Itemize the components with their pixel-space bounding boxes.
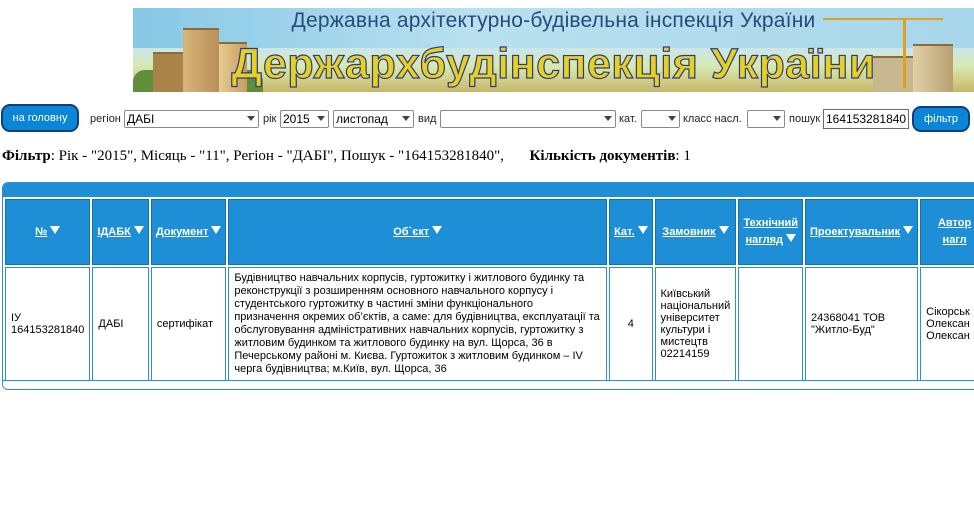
year-value: 2015	[283, 112, 310, 126]
chevron-down-icon	[604, 116, 612, 121]
sort-triangle-icon	[134, 226, 144, 234]
cell-author: Сікорськ Олексан Олексан	[920, 267, 974, 381]
search-label: пошук	[789, 113, 821, 125]
banner-title: Держархбудінспекція України	[231, 40, 876, 88]
header-banner	[133, 8, 974, 92]
column-header-customer[interactable]: Замовник	[655, 199, 737, 265]
sort-triangle-icon	[50, 226, 60, 234]
cell-document: сертифікат	[151, 267, 226, 381]
table-row	[5, 267, 974, 381]
region-label: регіон	[90, 113, 121, 125]
cell-idabk: ДАБІ	[92, 267, 148, 381]
sort-triangle-icon	[638, 226, 648, 234]
month-value: листопад	[336, 112, 388, 126]
category-select[interactable]	[641, 110, 680, 128]
cell-designer: 24368041 ТОВ "Житло-Буд"	[805, 267, 918, 381]
document-count-label: Кількість документів	[529, 148, 676, 164]
type-label: вид	[418, 113, 437, 125]
table-header-row	[5, 199, 974, 265]
filter-summary-text: : Рік - "2015", Місяць - "11", Регіон - "ДАБІ", Пошук - "164153281840",	[50, 148, 505, 164]
sort-triangle-icon	[432, 226, 442, 234]
banner-subtitle: Державна архітектурно-будівельна інспекція України	[291, 9, 816, 32]
filter-summary-label: Фільтр	[2, 148, 51, 164]
search-input[interactable]: 164153281840	[823, 109, 909, 129]
filter-button[interactable]: фільтр	[912, 106, 970, 132]
results-table-container	[2, 182, 974, 390]
month-select[interactable]	[333, 110, 414, 128]
sort-triangle-icon	[211, 226, 221, 234]
cell-object: Будівництво навчальних корпусів, гуртожитку і житлового будинку та реконструкції з розширенням основного навчального корпусу і студентського гуртожитку в частині зміни функціонального призначення окремих об’єктів, а саме: для будівництва, експлуатації та обслуговування адміністративних навчальних корпусів, гуртожитку з житловим будинком та житлового будинку на вул. Щорса, 36 в Печерському районі м. Києва. Гуртожиток з житловим будинком – IV черга будівництва; м.Київ, вул. Щорса, 36	[228, 267, 607, 381]
chevron-down-icon	[773, 116, 781, 121]
sort-triangle-icon	[786, 234, 796, 242]
table-bottom-bar	[3, 380, 974, 389]
column-header-author[interactable]: Автор нагл	[920, 199, 974, 265]
cell-category: 4	[609, 267, 652, 381]
chevron-down-icon	[402, 116, 410, 121]
sort-triangle-icon	[719, 226, 729, 234]
cell-number: ІУ 164153281840	[5, 267, 90, 381]
cell-supervision	[738, 267, 803, 381]
column-header-document[interactable]: Документ	[151, 199, 226, 265]
year-label: рік	[263, 113, 277, 125]
type-select[interactable]	[440, 110, 616, 128]
column-header-supervision[interactable]: Технічний нагляд	[738, 199, 803, 265]
column-header-object[interactable]: Об`єкт	[228, 199, 607, 265]
filter-summary	[2, 148, 691, 165]
chevron-down-icon	[247, 116, 255, 121]
category-label: кат.	[619, 113, 637, 125]
home-button[interactable]: на головну	[1, 104, 79, 132]
chevron-down-icon	[668, 116, 676, 121]
year-select[interactable]	[280, 110, 329, 128]
column-header-number[interactable]: №	[5, 199, 90, 265]
sort-triangle-icon	[903, 226, 913, 234]
region-select[interactable]	[124, 110, 259, 128]
document-count-value: : 1	[675, 148, 691, 164]
table-top-bar	[3, 183, 974, 197]
column-header-designer[interactable]: Проектувальник	[805, 199, 918, 265]
chevron-down-icon	[317, 116, 325, 121]
class-select[interactable]	[747, 110, 785, 128]
cell-customer: Київський національний університет культури і мистецтв 02214159	[655, 267, 737, 381]
results-table	[3, 197, 974, 383]
region-value: ДАБІ	[127, 112, 155, 126]
column-header-category[interactable]: Кат.	[609, 199, 652, 265]
class-label: класс насл.	[683, 113, 742, 125]
column-header-idabk[interactable]: ІДАБК	[92, 199, 148, 265]
